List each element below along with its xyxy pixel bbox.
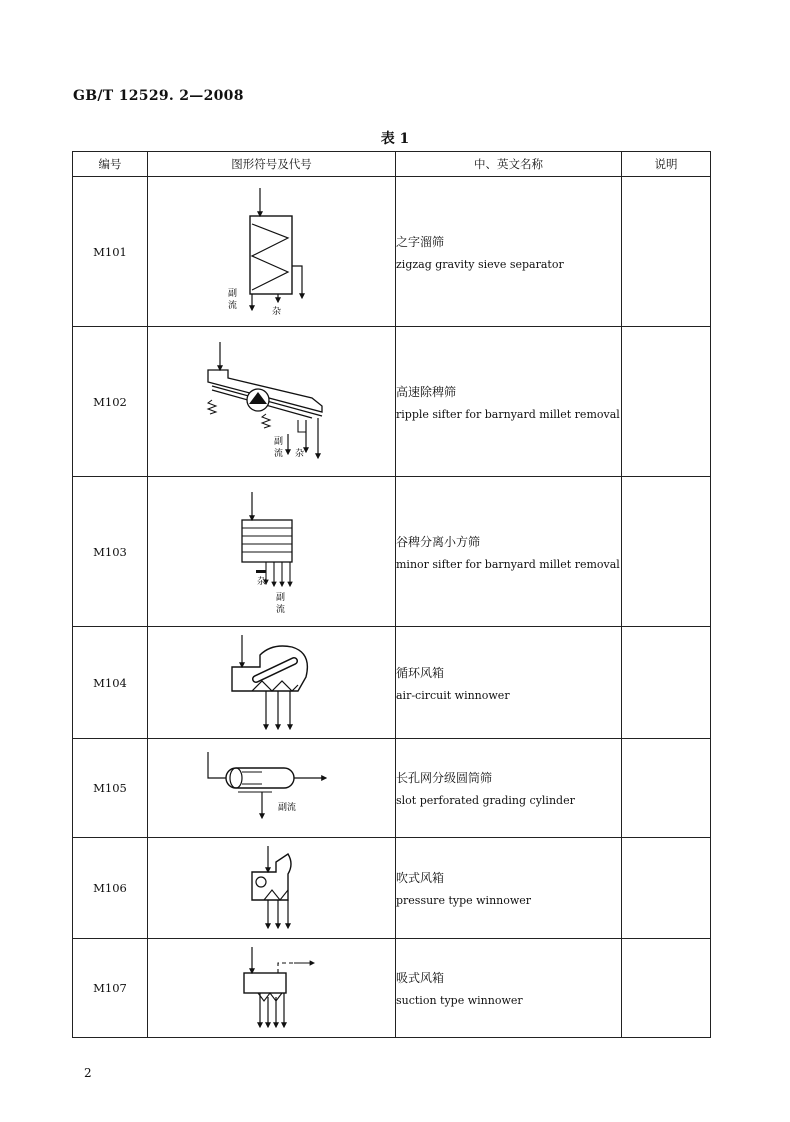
row-code: M101 bbox=[73, 177, 148, 327]
row-code: M105 bbox=[73, 739, 148, 838]
name-cell bbox=[396, 177, 622, 327]
symbol-label: 流 bbox=[227, 300, 237, 311]
name-en: pressure type winnower bbox=[396, 894, 532, 907]
table-row bbox=[73, 177, 711, 327]
name-en: air-circuit winnower bbox=[396, 688, 510, 702]
symbol-cell bbox=[148, 477, 396, 627]
table-row bbox=[73, 477, 711, 627]
column-header-name: 中、英文名称 bbox=[396, 152, 622, 177]
symbol-label: 流 bbox=[273, 448, 283, 459]
name-en: zigzag gravity sieve separator bbox=[396, 257, 564, 271]
row-code: M107 bbox=[73, 939, 148, 1038]
row-code: M104 bbox=[73, 627, 148, 739]
symbol-label: 副 bbox=[227, 288, 237, 299]
note-cell bbox=[622, 939, 711, 1038]
note-cell bbox=[622, 327, 711, 477]
name-en: slot perforated grading cylinder bbox=[396, 794, 575, 807]
symbol-cell bbox=[148, 739, 396, 838]
air-circuit-winnower-symbol-icon bbox=[202, 629, 342, 737]
name-cell bbox=[396, 627, 622, 739]
name-cell bbox=[396, 327, 622, 477]
symbol-label: 副 bbox=[275, 592, 285, 603]
symbol-cell bbox=[148, 939, 396, 1038]
name-en: suction type winnower bbox=[396, 994, 523, 1007]
symbol-cell bbox=[148, 327, 396, 477]
symbol-cell bbox=[148, 627, 396, 739]
symbol-label: 副 bbox=[273, 436, 283, 447]
row-code: M103 bbox=[73, 477, 148, 627]
symbol-label: 杂 bbox=[256, 576, 266, 587]
standard-code: GB/T 12529. 2—2008 bbox=[73, 88, 244, 104]
note-cell bbox=[622, 838, 711, 939]
name-zh: 循环风箱 bbox=[396, 665, 445, 680]
name-zh: 高速除稗筛 bbox=[396, 384, 457, 399]
name-zh: 谷稗分离小方筛 bbox=[396, 534, 481, 549]
note-cell bbox=[622, 177, 711, 327]
table-row bbox=[73, 327, 711, 477]
ripple-sifter-symbol-icon bbox=[202, 332, 342, 472]
suction-winnower-symbol-icon bbox=[202, 941, 342, 1035]
name-zh: 吹式风箱 bbox=[396, 871, 445, 885]
name-cell bbox=[396, 939, 622, 1038]
symbol-label: 流 bbox=[275, 604, 285, 615]
minor-sifter-symbol-icon bbox=[202, 482, 342, 622]
page-number: 2 bbox=[84, 1066, 92, 1080]
name-en: minor sifter for barnyard millet removal bbox=[396, 557, 620, 571]
name-en: ripple sifter for barnyard millet removal bbox=[396, 407, 620, 421]
name-zh: 吸式风箱 bbox=[396, 971, 445, 985]
table-row bbox=[73, 838, 711, 939]
name-cell bbox=[396, 838, 622, 939]
table-title: 表 1 bbox=[380, 131, 410, 147]
zigzag-sieve-symbol-icon bbox=[202, 182, 342, 322]
table-row bbox=[73, 739, 711, 838]
name-cell bbox=[396, 739, 622, 838]
symbol-table bbox=[72, 151, 711, 1038]
note-cell bbox=[622, 477, 711, 627]
grading-cylinder-symbol-icon bbox=[202, 742, 342, 834]
column-header-note: 说明 bbox=[622, 152, 711, 177]
name-zh: 之字溜筛 bbox=[396, 234, 445, 249]
table-row bbox=[73, 627, 711, 739]
symbol-label: 杂 bbox=[294, 448, 304, 459]
table-row bbox=[73, 939, 711, 1038]
column-header-code: 编号 bbox=[73, 152, 148, 177]
symbol-cell bbox=[148, 177, 396, 327]
row-code: M106 bbox=[73, 838, 148, 939]
symbol-label: 杂 bbox=[271, 306, 281, 317]
symbol-cell bbox=[148, 838, 396, 939]
column-header-symbol: 图形符号及代号 bbox=[148, 152, 396, 177]
row-code: M102 bbox=[73, 327, 148, 477]
note-cell bbox=[622, 739, 711, 838]
table-header-row bbox=[73, 152, 711, 177]
symbol-label: 副流 bbox=[277, 803, 296, 813]
name-zh: 长孔网分级圆筒筛 bbox=[396, 771, 493, 785]
note-cell bbox=[622, 627, 711, 739]
name-cell bbox=[396, 477, 622, 627]
pressure-winnower-symbol-icon bbox=[202, 840, 342, 936]
